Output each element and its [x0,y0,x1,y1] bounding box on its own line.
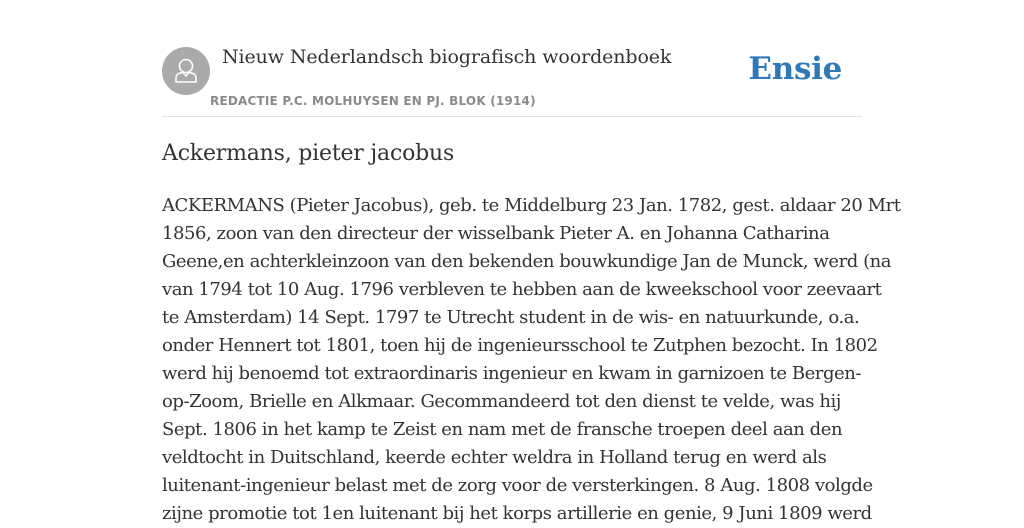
source-title[interactable]: Nieuw Nederlandsch biografisch woordenboek [222,46,672,68]
avatar[interactable] [162,47,210,95]
entry-title: Ackermans, pieter jacobus [162,141,455,166]
ensie-logo[interactable]: Ensie [748,51,842,87]
source-header [162,0,862,117]
entry-body-line: onder Hennert tot 1801, toen hij de ingenieursschool te Zutphen bezocht. In 1802 [162,335,878,356]
entry-body-line: te Amsterdam) 14 Sept. 1797 te Utrecht student in de wis- en natuurkunde, o.a. [162,307,860,328]
entry-body-line: zijne promotie tot 1en luitenant bij het korps artillerie en genie, 9 Juni 1809 werd [162,503,872,524]
entry-body-line: Sept. 1806 in het kamp te Zeist en nam met de fransche troepen deel aan den [162,419,843,440]
entry-body-line: veldtocht in Duitschland, keerde echter weldra in Holland terug en werd als [162,447,827,468]
entry-body-line: luitenant-ingenieur belast met de zorg voor de versterkingen. 8 Aug. 1808 volgde [162,475,873,496]
entry-body-line: Geene,en achterkleinzoon van den bekenden bouwkundige Jan de Munck, werd (na [162,251,892,272]
entry-body-line: ACKERMANS (Pieter Jacobus), geb. te Middelburg 23 Jan. 1782, gest. aldaar 20 Mrt [162,195,901,216]
entry-body-line: 1856, zoon van den directeur der wisselbank Pieter A. en Johanna Catharina [162,223,830,244]
entry-body [162,192,901,528]
user-icon [162,47,210,95]
entry-body-line: van 1794 tot 10 Aug. 1796 verbleven te hebben aan de kweekschool voor zeevaart [162,279,882,300]
source-editors: REDACTIE P.C. MOLHUYSEN EN PJ. BLOK (1914) [210,94,536,108]
entry-body-line: werd hij benoemd tot extraordinaris ingenieur en kwam in garnizoen te Bergen- [162,363,861,384]
entry-body-line: op-Zoom, Brielle en Alkmaar. Gecommandeerd tot den dienst te velde, was hij [162,391,841,412]
